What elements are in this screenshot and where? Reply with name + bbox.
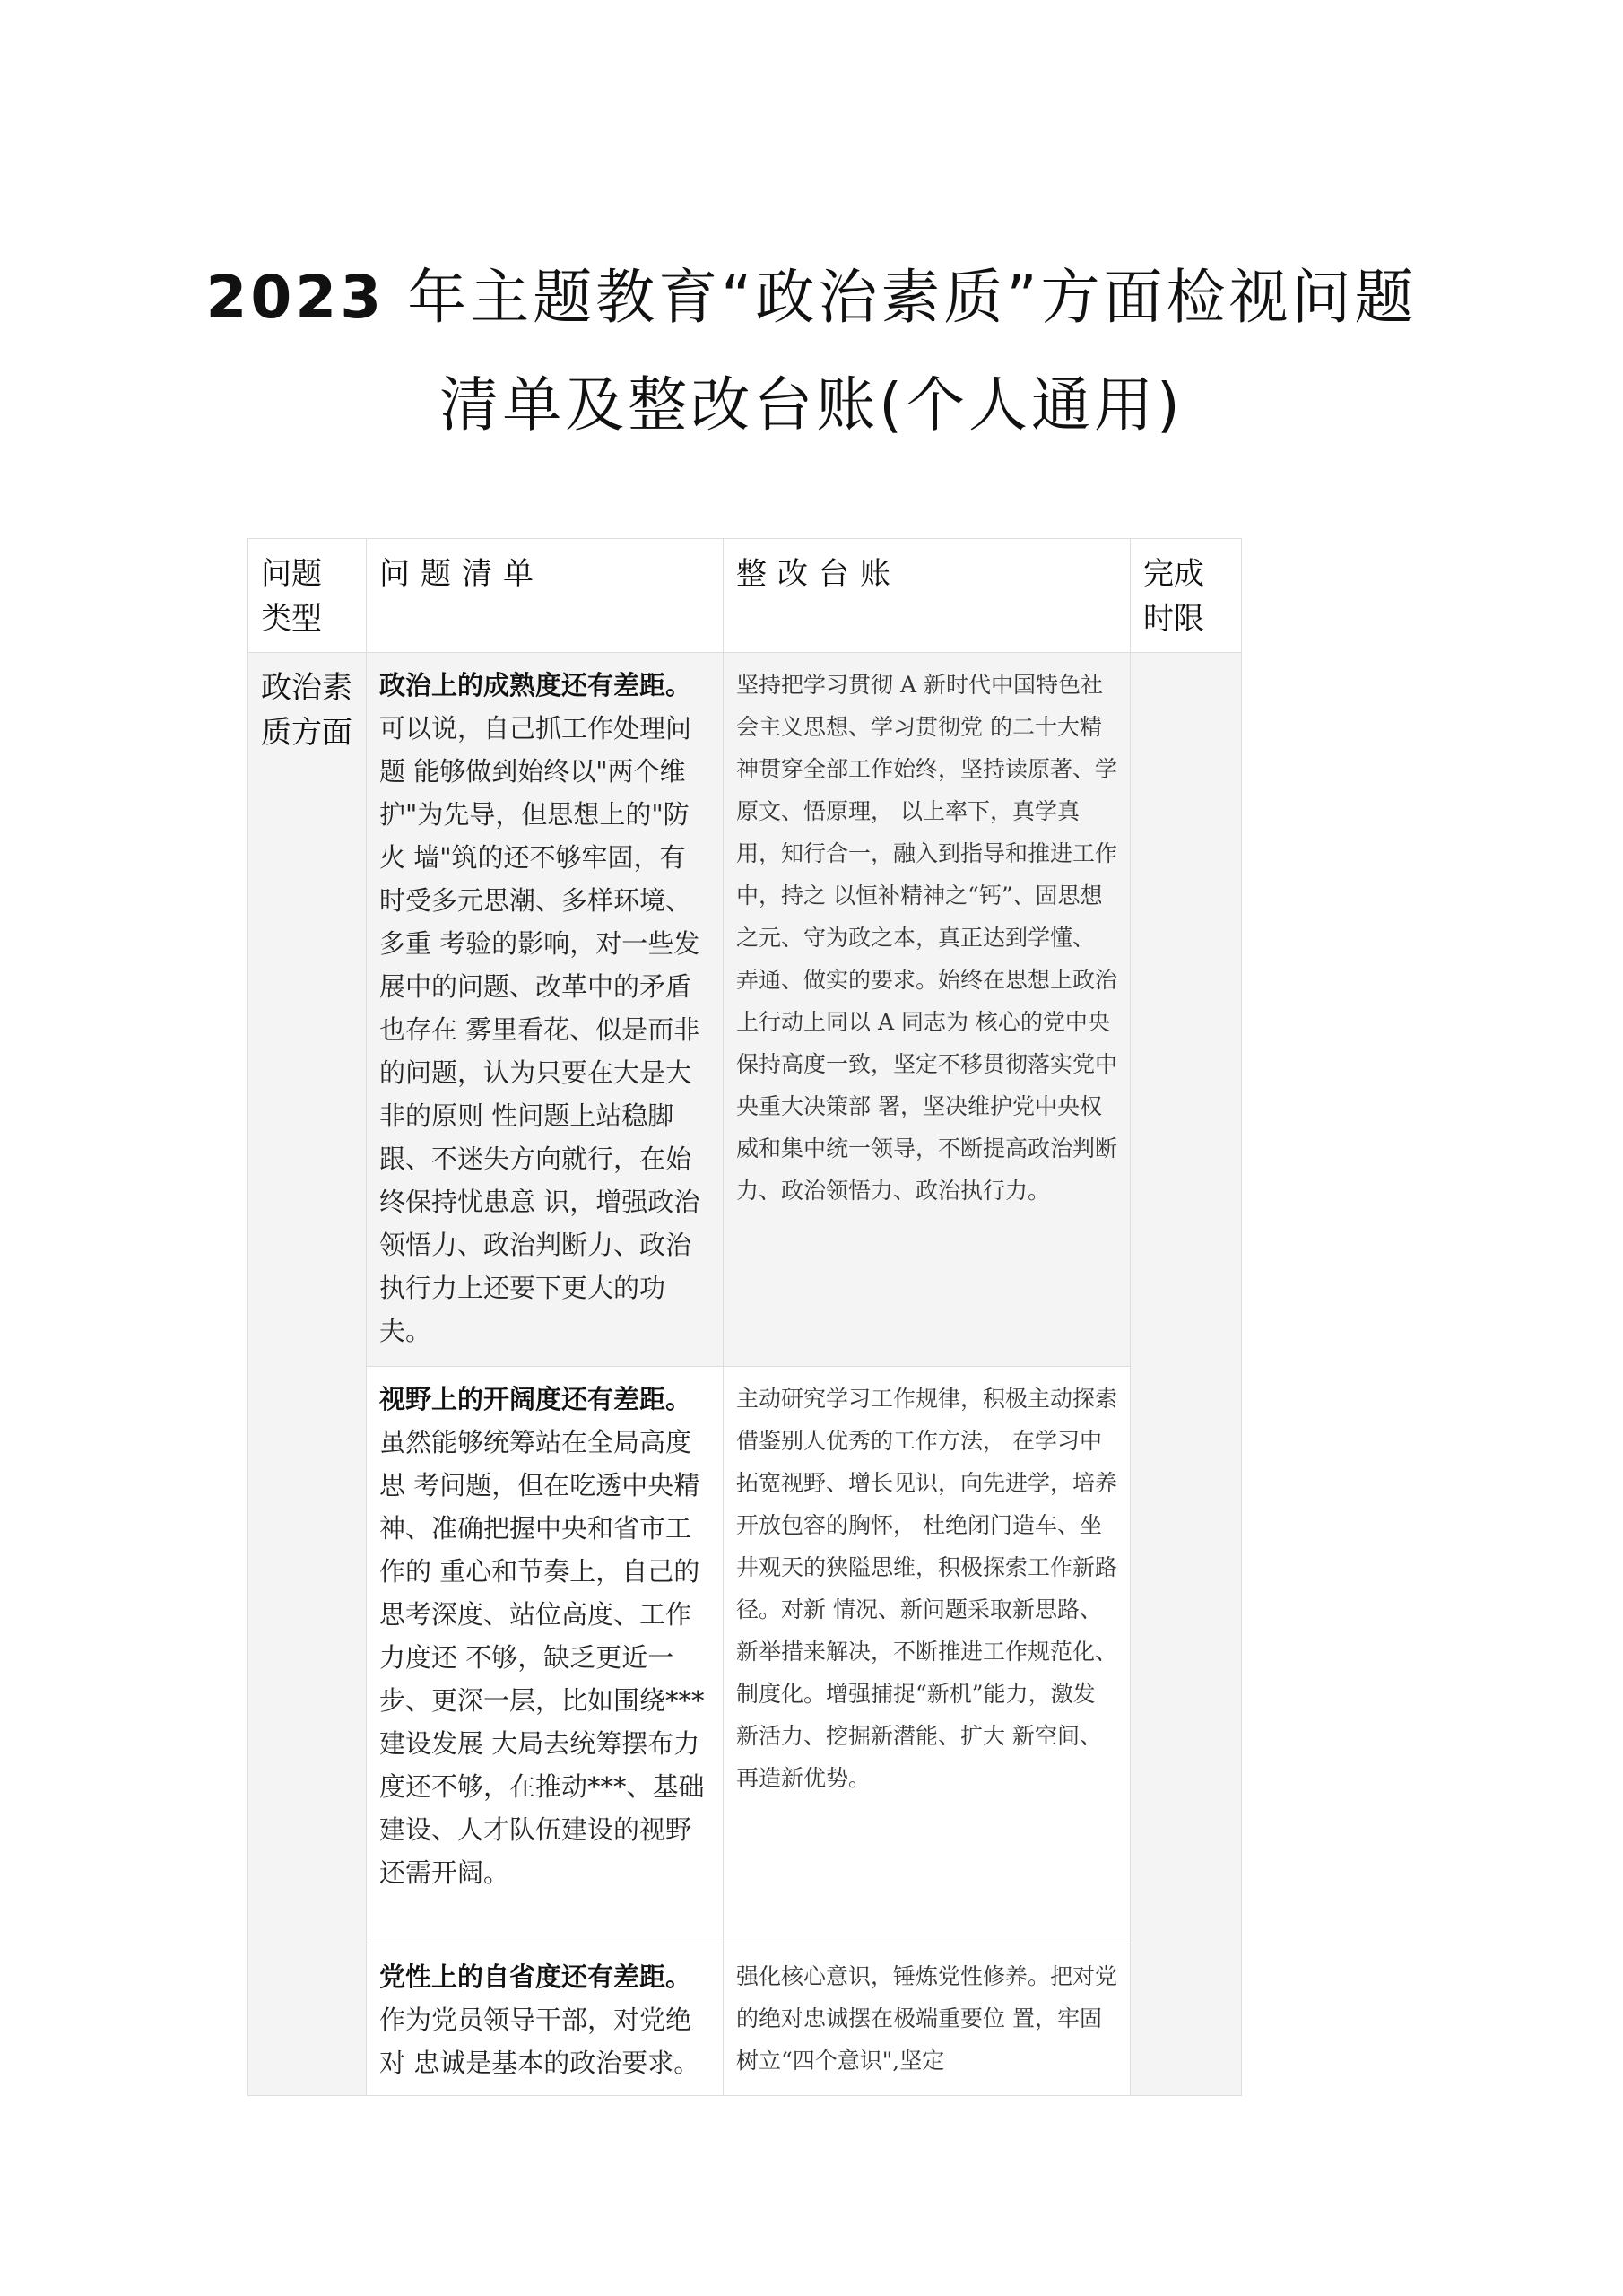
category-label: 政治素质方面 bbox=[261, 670, 352, 751]
header-rectification-label: 整改台账 bbox=[736, 556, 901, 592]
issue-text: 虽然能够统筹站在全局高度思 考问题，但在吃透中央精神、准确把握中央和省市工作的 重心和节奏上，自己的思考深度、站位高度、工作力度还 不够，缺乏更近一步、更深一层，比如围绕***建设发展 大局去统筹摆布力度还不够，在推动***、基础建设、人才队伍建设的视野还需开阔。 bbox=[379, 1427, 705, 1888]
issue-lead: 视野上的开阔度还有差距。 bbox=[379, 1384, 692, 1414]
issue-text: 作为党员领导干部，对党绝对 忠诚是基本的政治要求。 bbox=[379, 2005, 700, 2078]
issue-lead: 政治上的成熟度还有差距。 bbox=[379, 670, 692, 700]
rectification-cell bbox=[724, 1944, 1131, 2096]
issue-lead: 党性上的自省度还有差距。 bbox=[379, 1961, 692, 1992]
header-deadline bbox=[1131, 539, 1242, 653]
rectification-cell bbox=[724, 653, 1131, 1367]
header-rectification bbox=[724, 539, 1131, 653]
document-title-line-1 bbox=[0, 249, 1623, 335]
category-cell bbox=[248, 653, 367, 2096]
table-header-row bbox=[248, 539, 1242, 653]
rectification-text: 主动研究学习工作规律，积极主动探索借鉴别人优秀的工作方法， 在学习中拓宽视野、增长见识，向先进学，培养开放包容的胸怀， 杜绝闭门造车、坐井观天的狭隘思维，积极探索工作新路径。对新 情况、新问题采取新思路、新举措来解决，不断推进工作规范化、 制度化。增强捕捉“新机”能力，激发新活力、挖掘新潜能、扩大 新空间、再造新优势。 bbox=[736, 1386, 1118, 1791]
rectification-table bbox=[247, 538, 1242, 2096]
title-year: 2023 bbox=[205, 263, 386, 332]
header-deadline-label: 完成时限 bbox=[1143, 556, 1204, 637]
issue-text: 可以说，自己抓工作处理问题 能够做到始终以"两个维护"为先导，但思想上的"防火 墙"筑的还不够牢固，有时受多元思潮、多样环境、多重 考验的影响，对一些发展中的问题、改革中的矛盾也存在 雾里看花、似是而非的问题，认为只要在大是大非的原则 性问题上站稳脚跟、不迷失方向就行，在始终保持忧患意 识，增强政治领悟力、政治判断力、政治执行力上还要下更大的功夫。 bbox=[379, 713, 700, 1346]
table-row bbox=[248, 1944, 1242, 2096]
issue-cell bbox=[367, 1367, 724, 1944]
table-row bbox=[248, 653, 1242, 1367]
table-row bbox=[248, 1367, 1242, 1944]
issue-cell bbox=[367, 1944, 724, 2096]
deadline-cell bbox=[1131, 653, 1242, 2096]
header-type-label: 问题类型 bbox=[261, 556, 322, 637]
header-issues-label: 问题清单 bbox=[379, 556, 544, 592]
document-title-line-2: 清单及整改台账(个人通用) bbox=[439, 370, 1184, 439]
rectification-text: 坚持把学习贯彻 A 新时代中国特色社会主义思想、学习贯彻党 的二十大精神贯穿全部工作始终，坚持读原著、学原文、悟原理， 以上率下，真学真用，知行合一，融入到指导和推进工作中，持之 以恒补精神之“钙”、固思想之元、守为政之本，真正达到学懂、 弄通、做实的要求。始终在思想上政治上行动上同以 A 同志为 核心的党中央保持高度一致，坚定不移贯彻落实党中央重大决策部 署，坚决维护党中央权威和集中统一领导，不断提高政治判断力、政治领悟力、政治执行力。 bbox=[736, 672, 1118, 1204]
title-line-1-text: 年主题教育“政治素质”方面检视问题 bbox=[407, 263, 1418, 332]
rectification-text: 强化核心意识，锤炼党性修养。把对党的绝对忠诚摆在极端重要位 置，牢固树立“四个意识",坚定 bbox=[736, 1963, 1118, 2074]
header-type bbox=[248, 539, 367, 653]
rectification-cell bbox=[724, 1367, 1131, 1944]
header-issues bbox=[367, 539, 724, 653]
issue-cell bbox=[367, 653, 724, 1367]
